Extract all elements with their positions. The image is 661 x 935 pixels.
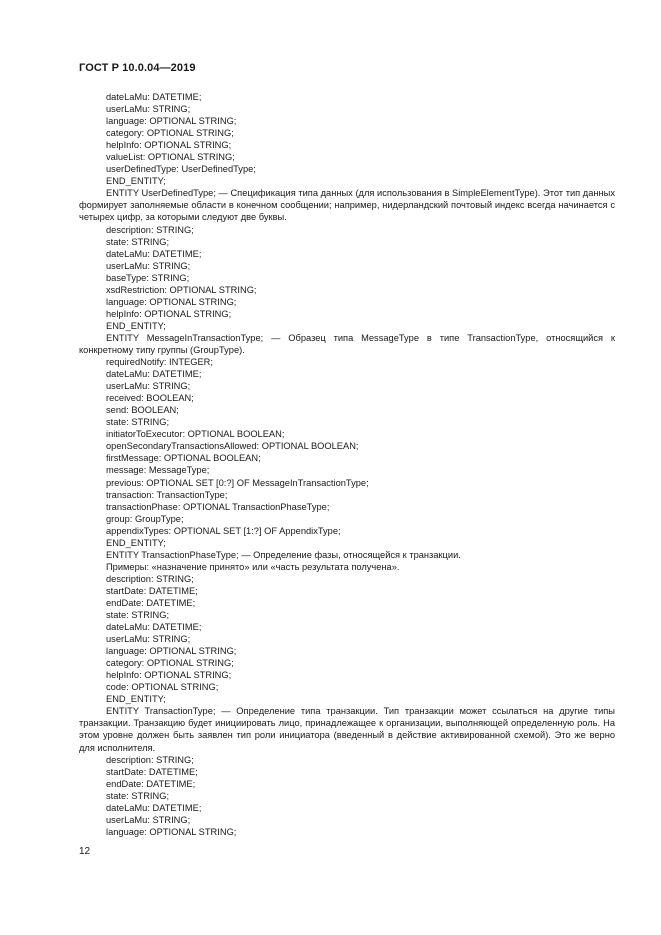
- code-line: END_ENTITY;: [106, 537, 166, 548]
- code-line: helpInfo: OPTIONAL STRING;: [106, 670, 232, 681]
- code-line: dateLaMu: DATETIME;: [106, 248, 202, 259]
- code-line: appendixTypes: OPTIONAL SET [1:?] OF AppendixType;: [106, 525, 341, 536]
- code-line: category: OPTIONAL STRING;: [106, 128, 234, 139]
- code-line: dateLaMu: DATETIME;: [106, 622, 202, 633]
- code-line: baseType: STRING;: [106, 272, 190, 283]
- code-line: description: STRING;: [106, 754, 194, 765]
- paragraph: ENTITY UserDefinedType; — Спецификация типа данных (для использования в SimpleElementType). Этот тип данных формирует заполняемые области в конечном сообщении; например, нидерландский почтовый индекс всегда начинается с четырех цифр, за которыми следуют две буквы.: [79, 188, 615, 223]
- code-line: firstMessage: OPTIONAL BOOLEAN;: [106, 453, 261, 464]
- code-line: valueList: OPTIONAL STRING;: [106, 152, 235, 163]
- code-line: userDefinedType: UserDefinedType;: [106, 164, 256, 175]
- code-line: userLaMu: STRING;: [106, 260, 191, 271]
- code-line: state: STRING;: [106, 610, 170, 621]
- code-line: description: STRING;: [106, 573, 194, 584]
- paragraph: ENTITY TransactionType; — Определение типа транзакции. Тип транзакции может ссылаться на другие типы транзакции. Транзакцию будет инициировать лицо, принадлежащее к организации, выполняющей определенную роль. На этом уровне должен быть заявлен тип роли инициатора (введенный в действие активированной схемой). Это же верно для исполнителя.: [79, 706, 615, 753]
- code-line: category: OPTIONAL STRING;: [106, 658, 234, 669]
- page-number: 12: [79, 846, 91, 857]
- code-line: userLaMu: STRING;: [106, 814, 191, 825]
- code-line: END_ENTITY;: [106, 320, 166, 331]
- code-line: language: OPTIONAL STRING;: [106, 296, 237, 307]
- code-line: userLaMu: STRING;: [106, 634, 191, 645]
- code-line: helpInfo: OPTIONAL STRING;: [106, 308, 232, 319]
- code-line: previous: OPTIONAL SET [0:?] OF MessageInTransactionType;: [106, 477, 369, 488]
- code-line: endDate: DATETIME;: [106, 778, 196, 789]
- code-line: requiredNotify: INTEGER;: [106, 357, 213, 368]
- code-line: dateLaMu: DATETIME;: [106, 92, 202, 102]
- code-line: state: STRING;: [106, 417, 170, 428]
- paragraph: ENTITY TransactionPhaseType; — Определение фазы, относящейся к транзакции.: [106, 549, 461, 560]
- code-line: helpInfo: OPTIONAL STRING;: [106, 140, 232, 151]
- code-line: transactionPhase: OPTIONAL TransactionPhaseType;: [106, 501, 330, 512]
- code-line: endDate: DATETIME;: [106, 597, 196, 608]
- code-line: language: OPTIONAL STRING;: [106, 826, 237, 837]
- code-line: startDate: DATETIME;: [106, 585, 198, 596]
- code-line: message: MessageType;: [106, 465, 210, 476]
- document-header: ГОСТ Р 10.0.04—2019: [79, 62, 196, 74]
- code-line: description: STRING;: [106, 224, 194, 235]
- code-line: group: GroupType;: [106, 513, 184, 524]
- code-line: dateLaMu: DATETIME;: [106, 802, 202, 813]
- code-line: state: STRING;: [106, 790, 170, 801]
- code-line: xsdRestriction: OPTIONAL STRING;: [106, 284, 257, 295]
- code-line: END_ENTITY;: [106, 176, 166, 187]
- document-body: [79, 91, 615, 838]
- paragraph: Примеры: «назначение принято» или «часть результата получена».: [106, 561, 400, 572]
- code-line: startDate: DATETIME;: [106, 766, 198, 777]
- code-line: transaction: TransactionType;: [106, 489, 228, 500]
- code-line: language: OPTIONAL STRING;: [106, 116, 237, 127]
- code-line: dateLaMu: DATETIME;: [106, 369, 202, 380]
- code-line: END_ENTITY;: [106, 694, 166, 705]
- code-line: initiatorToExecutor: OPTIONAL BOOLEAN;: [106, 429, 285, 440]
- code-line: userLaMu: STRING;: [106, 381, 191, 392]
- code-line: send: BOOLEAN;: [106, 405, 179, 416]
- paragraph: ENTITY MessageInTransactionType; — Образец типа MessageType в типе TransactionType, относящийся к конкретному типу группы (GroupType).: [79, 332, 615, 355]
- code-line: userLaMu: STRING;: [106, 104, 191, 115]
- code-line: received: BOOLEAN;: [106, 393, 194, 404]
- code-line: state: STRING;: [106, 236, 170, 247]
- code-line: language: OPTIONAL STRING;: [106, 646, 237, 657]
- code-line: openSecondaryTransactionsAllowed: OPTIONAL BOOLEAN;: [106, 441, 359, 452]
- code-line: code: OPTIONAL STRING;: [106, 682, 219, 693]
